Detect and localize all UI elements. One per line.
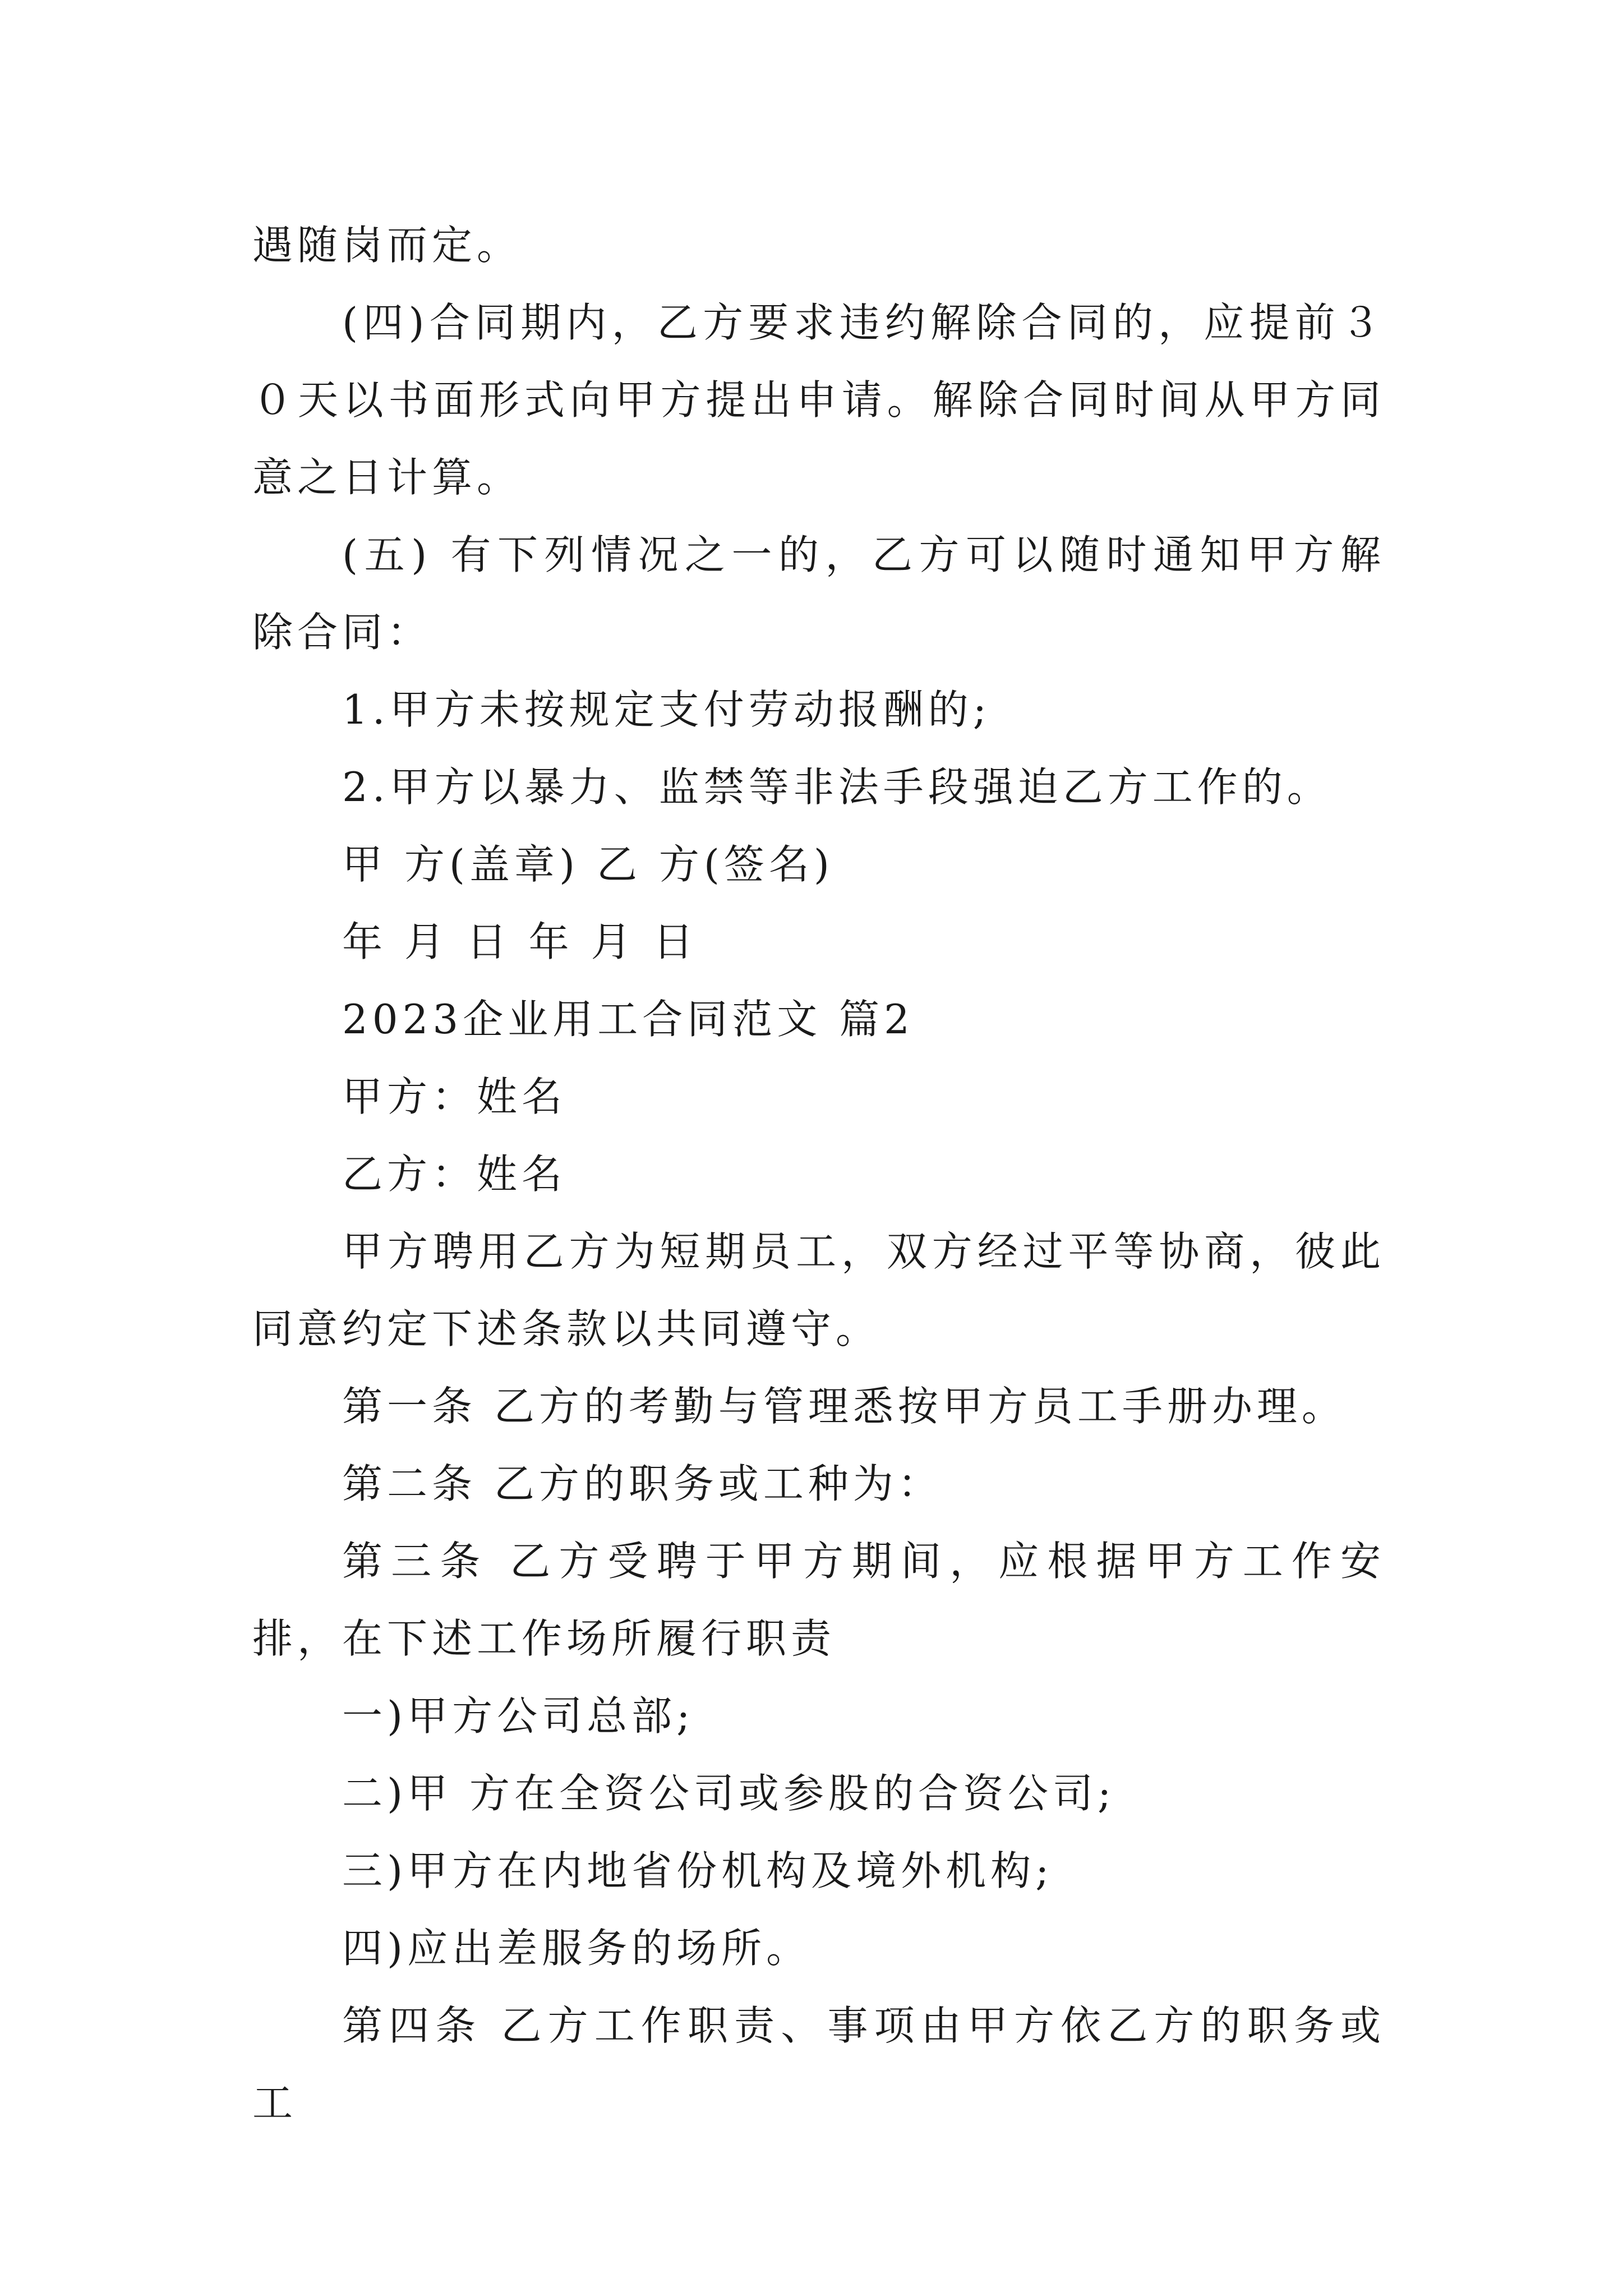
paragraph-11: 甲方聘用乙方为短期员工，双方经过平等协商，彼此同意约定下述条款以共同遵守。: [252, 1228, 1385, 1352]
date-line: 年 月 日 年 月 日: [342, 918, 698, 965]
list-item-4: 四)应出差服务的场所。: [342, 1925, 811, 1972]
article-2: 第二条 乙方的职务或工种为：: [342, 1460, 943, 1507]
paragraph-1: 遇随岗而定。: [252, 222, 522, 269]
signature-line: 甲 方(盖章) 乙 方(签名): [342, 841, 834, 888]
list-item-2: 二)甲 方在全资公司或参股的合资公司;: [342, 1770, 1116, 1817]
list-item-1: 一)甲方公司总部;: [342, 1692, 695, 1740]
section-title: 2023企业用工合同范文 篇2: [342, 996, 914, 1043]
party-a-line: 甲方：姓名: [342, 1073, 567, 1120]
article-3: 第三条 乙方受聘于甲方期间，应根据甲方工作安排，在下述工作场所履行职责: [252, 1538, 1385, 1662]
list-item-3: 三)甲方在内地省份机构及境外机构;: [342, 1847, 1054, 1894]
paragraph-2: (四)合同期内，乙方要求违约解除合同的，应提前３０天以书面形式向甲方提出申请。解除合同时间从甲方同意之日计算。: [252, 299, 1385, 501]
paragraph-3: (五) 有下列情况之一的，乙方可以随时通知甲方解除合同：: [252, 531, 1385, 656]
article-1: 第一条 乙方的考勤与管理悉按甲方员工手册办理。: [342, 1383, 1347, 1430]
party-b-line: 乙方：姓名: [342, 1151, 567, 1198]
article-4: 第四条 乙方工作职责、事项由甲方依乙方的职务或工: [252, 2002, 1385, 2127]
paragraph-4: 1.甲方未按规定支付劳动报酬的;: [342, 686, 991, 733]
document-body: [252, 206, 1385, 2142]
paragraph-5: 2.甲方以暴力、监禁等非法手段强迫乙方工作的。: [342, 763, 1332, 811]
